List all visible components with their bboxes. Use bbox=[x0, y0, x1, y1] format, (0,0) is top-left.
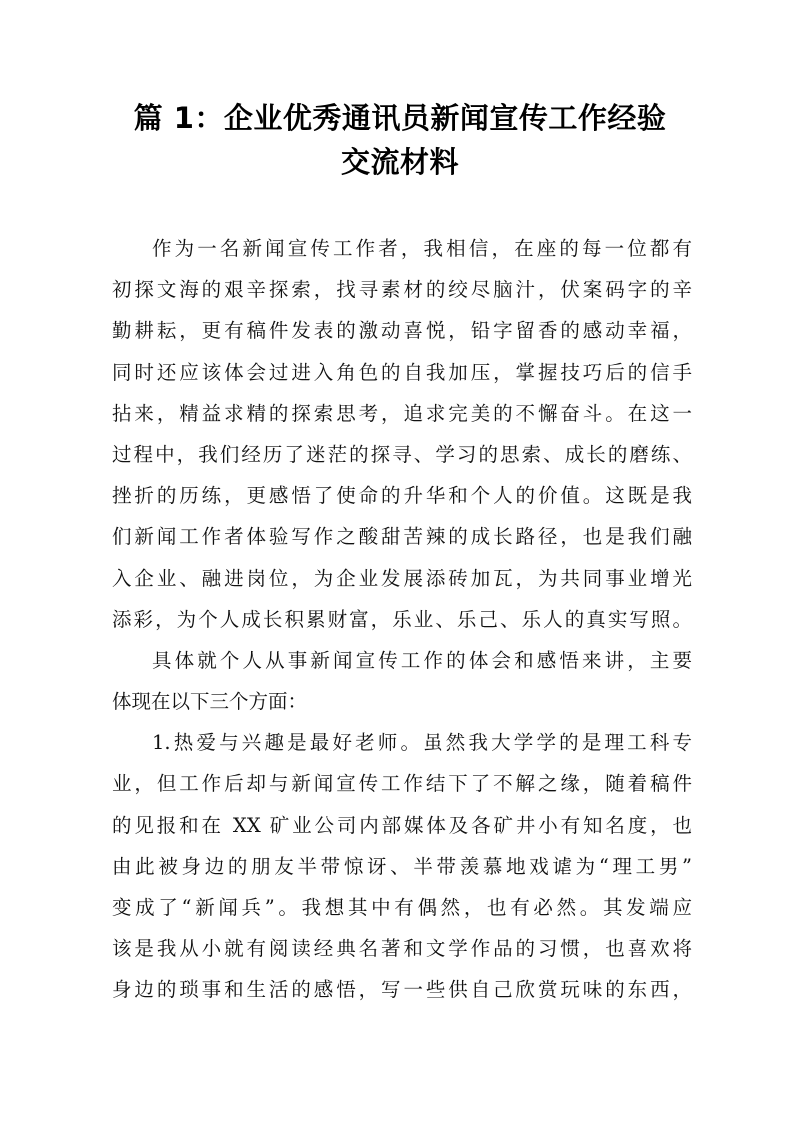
text-line: 1.热爱与兴趣是最好老师。虽然我大学学的是理工科专 bbox=[152, 731, 692, 755]
text-line: 身边的琐事和生活的感悟，写一些供自己欣赏玩味的东西， bbox=[112, 978, 692, 1002]
text-line: 挫折的历练，更感悟了使命的升华和个人的价值。这既是我 bbox=[112, 484, 692, 508]
text-line: 们新闻工作者体验写作之酸甜苦辣的成长路径，也是我们融 bbox=[112, 525, 692, 549]
text-line: 作为一名新闻宣传工作者，我相信，在座的每一位都有 bbox=[152, 237, 692, 260]
text-line: 过程中，我们经历了迷茫的探寻、学习的思索、成长的磨练、 bbox=[112, 442, 692, 466]
text-line: 添彩，为个人成长积累财富，乐业、乐己、乐人的真实写照。 bbox=[112, 607, 692, 631]
paragraph-3 bbox=[112, 722, 692, 1010]
text-line: 的见报和在 XX 矿业公司内部媒体及各矿井小有知名度，也 bbox=[112, 813, 692, 837]
text-line: 入企业、融进岗位，为企业发展添砖加瓦，为共同事业增光 bbox=[112, 566, 692, 590]
paragraph-1 bbox=[112, 228, 692, 640]
title-line-2: 交流材料 bbox=[340, 145, 459, 179]
text-line: 变成了“新闻兵”。我想其中有偶然，也有必然。其发端应 bbox=[112, 896, 692, 919]
text-line: 拈来，精益求精的探索思考，追求完美的不懈奋斗。在这一 bbox=[112, 401, 692, 425]
document-title bbox=[100, 96, 700, 184]
text-line: 由此被身边的朋友半带惊讶、半带羡慕地戏谑为“理工男” bbox=[112, 854, 692, 878]
text-line: 业，但工作后却与新闻宣传工作结下了不解之缘，随着稿件 bbox=[112, 772, 692, 796]
text-line: 体现在以下三个方面： bbox=[112, 690, 308, 714]
text-line: 具体就个人从事新闻宣传工作的体会和感悟来讲，主要 bbox=[152, 648, 692, 672]
title-line-1: 篇 1：企业优秀通讯员新闻宣传工作经验 bbox=[133, 101, 667, 135]
text-line: 初探文海的艰辛探索，找寻素材的绞尽脑汁，伏案码字的辛 bbox=[112, 278, 692, 302]
text-line: 同时还应该体会过进入角色的自我加压，掌握技巧后的信手 bbox=[112, 360, 692, 384]
text-line: 该是我从小就有阅读经典名著和文学作品的习惯，也喜欢将 bbox=[112, 937, 692, 961]
paragraph-2 bbox=[112, 640, 692, 722]
document-body bbox=[112, 228, 692, 1011]
text-line: 勤耕耘，更有稿件发表的激动喜悦，铅字留香的感动幸福， bbox=[112, 319, 692, 343]
